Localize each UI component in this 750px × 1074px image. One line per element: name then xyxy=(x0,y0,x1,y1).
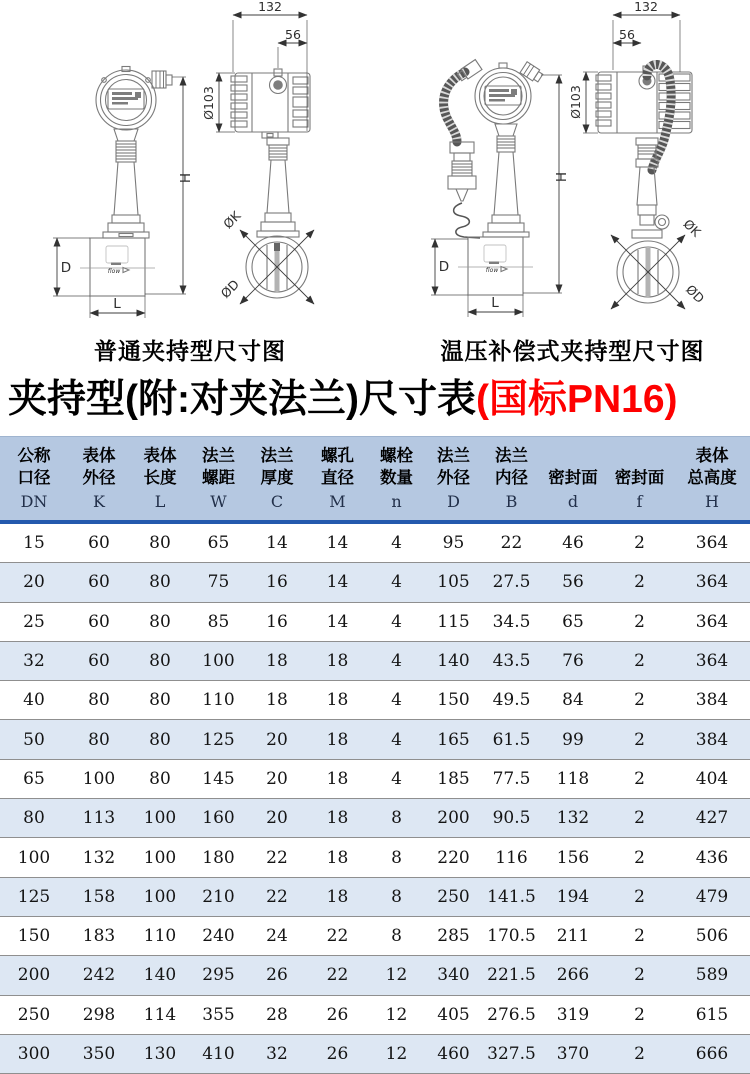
table-cell: 250 xyxy=(425,877,482,916)
table-row xyxy=(0,956,750,995)
table-row xyxy=(0,799,750,838)
table-cell: 384 xyxy=(674,681,750,720)
table-cell: 26 xyxy=(247,956,307,995)
table-cell: 18 xyxy=(247,681,307,720)
table-cell: 220 xyxy=(425,838,482,877)
table-cell: 18 xyxy=(307,759,368,798)
table-cell: 160 xyxy=(190,799,247,838)
table-cell: 50 xyxy=(0,720,68,759)
table-cell: 2 xyxy=(605,563,674,602)
table-cell: 125 xyxy=(190,720,247,759)
table-cell: 2 xyxy=(605,641,674,680)
table-cell: 4 xyxy=(391,533,402,554)
table-cell: 22 xyxy=(247,838,307,877)
table-cell: 200 xyxy=(0,956,68,995)
front-dimensions xyxy=(53,77,194,318)
table-row xyxy=(0,681,750,720)
dim-label-d: D xyxy=(60,260,72,276)
table-row xyxy=(0,641,750,680)
table-cell: 8 xyxy=(368,799,425,838)
front-dimensions xyxy=(431,75,570,317)
table-cell: 80 xyxy=(130,681,190,720)
table-cell: 105 xyxy=(425,563,482,602)
header-cell: 法兰 螺距 W xyxy=(190,437,247,523)
table-cell: 65 xyxy=(541,602,605,641)
table-cell: 60 xyxy=(68,641,130,680)
table-cell: 436 xyxy=(674,838,750,877)
table-cell: 615 xyxy=(674,995,750,1034)
table-cell: 18 xyxy=(307,877,368,916)
table-cell: 2 xyxy=(605,720,674,759)
ribbed-neck xyxy=(497,136,515,152)
spec-table xyxy=(0,436,750,1074)
table-cell: 140 xyxy=(425,641,482,680)
dim-label-l: L xyxy=(491,295,499,311)
table-cell: 666 xyxy=(674,1034,750,1073)
table-cell: 22 xyxy=(500,533,523,554)
table-cell: 80 xyxy=(0,799,68,838)
table-cell: 65 xyxy=(0,759,68,798)
table-cell: 80 xyxy=(130,641,190,680)
dim-label-d: D xyxy=(438,259,450,275)
table-cell: 76 xyxy=(541,641,605,680)
header-cell: 密封面 f xyxy=(605,437,674,523)
table-cell: 350 xyxy=(68,1034,130,1073)
header-cell: 公称 口径 DN xyxy=(0,437,68,523)
table-cell: 2 xyxy=(605,956,674,995)
figure-compensated-clamp xyxy=(395,0,750,366)
table-cell: 20 xyxy=(247,720,307,759)
table-cell: 114 xyxy=(130,995,190,1034)
dim-label-k: ØK xyxy=(220,208,244,232)
table-cell: 4 xyxy=(368,681,425,720)
table-cell: 8 xyxy=(368,838,425,877)
table-cell: 141.5 xyxy=(482,877,541,916)
table-cell: 145 xyxy=(190,759,247,798)
table-cell: 113 xyxy=(68,799,130,838)
table-cell: 80 xyxy=(68,681,130,720)
table-cell: 22 xyxy=(247,877,307,916)
table-cell: 2 xyxy=(605,1034,674,1073)
table-cell: 100 xyxy=(130,799,190,838)
table-cell: 250 xyxy=(0,995,68,1034)
table-cell: 364 xyxy=(674,563,750,602)
table-row xyxy=(0,759,750,798)
flow-label: flow xyxy=(107,268,121,275)
caption-ordinary-clamp: 普通夹持型尺寸图 xyxy=(94,338,286,364)
table-cell: 18 xyxy=(307,641,368,680)
table-cell: 28 xyxy=(247,995,307,1034)
header-cell: 法兰 外径 D xyxy=(425,437,482,523)
table-cell: 99 xyxy=(541,720,605,759)
table-cell: 14 xyxy=(326,533,349,554)
table-cell: 506 xyxy=(674,916,750,955)
table-cell: 34.5 xyxy=(482,602,541,641)
table-cell: 242 xyxy=(68,956,130,995)
table-cell: 18 xyxy=(307,720,368,759)
table-cell: 18 xyxy=(307,681,368,720)
table-cell: 56 xyxy=(541,563,605,602)
header-cell: 螺栓 数量 n xyxy=(368,437,425,523)
table-cell: 405 xyxy=(425,995,482,1034)
table-cell: 410 xyxy=(190,1034,247,1073)
table-cell: 130 xyxy=(130,1034,190,1073)
table-cell: 60 xyxy=(88,533,110,554)
side-dimensions xyxy=(201,0,314,304)
table-cell: 25 xyxy=(0,602,68,641)
table-cell: 100 xyxy=(0,838,68,877)
table-row xyxy=(0,838,750,877)
meter-body xyxy=(90,238,145,296)
table-cell: 43.5 xyxy=(482,641,541,680)
table-row xyxy=(0,522,750,563)
table-cell: 61.5 xyxy=(482,720,541,759)
table-cell: 116 xyxy=(482,838,541,877)
header-cell: 表体 总高度 H xyxy=(674,437,750,523)
side-view xyxy=(596,64,692,303)
table-cell: 110 xyxy=(130,916,190,955)
table-cell: 27.5 xyxy=(482,563,541,602)
table-cell: 2 xyxy=(605,602,674,641)
dim-label-dia103: Ø103 xyxy=(201,86,216,120)
table-cell: 150 xyxy=(425,681,482,720)
table-cell: 75 xyxy=(190,563,247,602)
table-cell: 2 xyxy=(605,877,674,916)
table-cell: 26 xyxy=(307,995,368,1034)
table-cell: 32 xyxy=(0,641,68,680)
table-cell: 364 xyxy=(674,641,750,680)
table-cell: 185 xyxy=(425,759,482,798)
table-cell: 4 xyxy=(368,563,425,602)
table-row xyxy=(0,720,750,759)
table-cell: 12 xyxy=(368,956,425,995)
header-row xyxy=(0,437,750,523)
dim-label-56: 56 xyxy=(619,27,635,42)
dim-label-dd: ØD xyxy=(217,276,243,302)
table-cell: 20 xyxy=(0,563,68,602)
table-cell: 32 xyxy=(247,1034,307,1073)
table-cell: 26 xyxy=(307,1034,368,1073)
table-row xyxy=(0,563,750,602)
table-cell: 80 xyxy=(130,759,190,798)
table-cell: 327.5 xyxy=(482,1034,541,1073)
table-cell: 210 xyxy=(190,877,247,916)
table-cell: 2 xyxy=(634,533,645,554)
table-cell: 16 xyxy=(247,602,307,641)
figure-ordinary-clamp xyxy=(0,0,380,366)
table-cell: 80 xyxy=(130,563,190,602)
table-cell: 8 xyxy=(368,877,425,916)
table-cell: 194 xyxy=(541,877,605,916)
page-title-main: 夹持型(附:对夹法兰)尺寸表 xyxy=(8,378,476,421)
table-cell: 298 xyxy=(68,995,130,1034)
header-cell: 表体 长度 L xyxy=(130,437,190,523)
table-row xyxy=(0,995,750,1034)
table-cell: 427 xyxy=(674,799,750,838)
table-cell: 460 xyxy=(425,1034,482,1073)
table-cell: 90.5 xyxy=(482,799,541,838)
table-cell: 18 xyxy=(307,799,368,838)
table-cell: 80 xyxy=(149,533,171,554)
table-cell: 110 xyxy=(190,681,247,720)
table-cell: 221.5 xyxy=(482,956,541,995)
table-cell: 80 xyxy=(130,602,190,641)
table-cell: 18 xyxy=(247,641,307,680)
table-cell: 20 xyxy=(247,799,307,838)
table-cell: 140 xyxy=(130,956,190,995)
dim-label-h: H xyxy=(178,172,194,184)
table-cell: 132 xyxy=(541,799,605,838)
table-cell: 183 xyxy=(68,916,130,955)
dim-label-k: ØK xyxy=(680,216,704,240)
table-cell: 14 xyxy=(307,563,368,602)
table-cell: 100 xyxy=(68,759,130,798)
table-cell: 12 xyxy=(368,1034,425,1073)
probe-ribbed xyxy=(452,161,472,176)
table-cell: 165 xyxy=(425,720,482,759)
table-cell: 285 xyxy=(425,916,482,955)
table-cell: 100 xyxy=(130,877,190,916)
header-cell: 螺孔 直径 M xyxy=(307,437,368,523)
table-cell: 4 xyxy=(368,720,425,759)
flow-label: flow xyxy=(485,267,499,274)
table-cell: 589 xyxy=(674,956,750,995)
meter-body xyxy=(468,237,523,295)
table-cell: 319 xyxy=(541,995,605,1034)
table-row xyxy=(0,1034,750,1073)
technical-drawing-compensated xyxy=(395,0,750,332)
table-cell: 80 xyxy=(68,720,130,759)
table-cell: 4 xyxy=(368,759,425,798)
table-cell: 180 xyxy=(190,838,247,877)
table-cell: 65 xyxy=(207,533,230,554)
table-cell: 60 xyxy=(68,563,130,602)
table-cell: 404 xyxy=(674,759,750,798)
side-view xyxy=(231,69,310,298)
dim-label-56: 56 xyxy=(285,27,301,42)
table-cell: 2 xyxy=(605,838,674,877)
table-cell: 100 xyxy=(130,838,190,877)
table-cell: 2 xyxy=(605,995,674,1034)
table-cell: 150 xyxy=(0,916,68,955)
table-cell: 49.5 xyxy=(482,681,541,720)
table-cell: 46 xyxy=(562,533,584,554)
header-cell: 法兰 内径 B xyxy=(482,437,541,523)
table-cell: 158 xyxy=(68,877,130,916)
lifting-ring xyxy=(655,215,669,229)
table-cell: 364 xyxy=(674,602,750,641)
table-cell: 14 xyxy=(307,602,368,641)
table-cell: 16 xyxy=(247,563,307,602)
table-cell: 20 xyxy=(247,759,307,798)
front-view xyxy=(444,60,544,295)
page-title xyxy=(8,368,678,424)
table-cell: 370 xyxy=(541,1034,605,1073)
table-cell: 200 xyxy=(425,799,482,838)
table-cell: 22 xyxy=(307,916,368,955)
table-cell: 22 xyxy=(307,956,368,995)
table-cell: 211 xyxy=(541,916,605,955)
table-cell: 95 xyxy=(442,533,465,554)
table-cell: 384 xyxy=(674,720,750,759)
table-cell: 479 xyxy=(674,877,750,916)
dim-label-132: 132 xyxy=(258,0,282,14)
dim-label-132: 132 xyxy=(634,0,658,14)
table-cell: 12 xyxy=(368,995,425,1034)
cable-entry-connector xyxy=(520,62,544,84)
dim-label-h: H xyxy=(554,171,570,183)
dim-label-dd: ØD xyxy=(682,281,708,307)
header-cell: 法兰 厚度 C xyxy=(247,437,307,523)
table-cell: 266 xyxy=(541,956,605,995)
table-cell: 125 xyxy=(0,877,68,916)
table-cell: 80 xyxy=(130,720,190,759)
table-cell: 300 xyxy=(0,1034,68,1073)
table-row xyxy=(0,602,750,641)
table-cell: 85 xyxy=(190,602,247,641)
table-cell: 276.5 xyxy=(482,995,541,1034)
dim-label-l: L xyxy=(113,296,121,312)
table-row xyxy=(0,916,750,955)
table-row xyxy=(0,877,750,916)
table-cell: 18 xyxy=(307,838,368,877)
capillary-coil xyxy=(454,203,480,238)
table-cell: 118 xyxy=(541,759,605,798)
table-cell: 84 xyxy=(541,681,605,720)
table-cell: 15 xyxy=(23,533,45,554)
table-cell: 115 xyxy=(425,602,482,641)
table-cell: 355 xyxy=(190,995,247,1034)
table-cell: 8 xyxy=(368,916,425,955)
table-cell: 2 xyxy=(605,681,674,720)
caption-compensated-clamp: 温压补偿式夹持型尺寸图 xyxy=(440,338,705,364)
table-cell: 4 xyxy=(368,641,425,680)
table-cell: 170.5 xyxy=(482,916,541,955)
side-ribbed-neck xyxy=(269,145,287,160)
table-cell: 240 xyxy=(190,916,247,955)
table-cell: 295 xyxy=(190,956,247,995)
table-cell: 4 xyxy=(368,602,425,641)
table-cell: 2 xyxy=(605,799,674,838)
table-cell: 132 xyxy=(68,838,130,877)
technical-drawing-ordinary xyxy=(0,0,380,332)
table-cell: 60 xyxy=(68,602,130,641)
table-cell: 40 xyxy=(0,681,68,720)
table-cell: 24 xyxy=(247,916,307,955)
ribbed-neck xyxy=(116,141,136,162)
front-view xyxy=(80,67,172,297)
header-cell: 密封面 d xyxy=(541,437,605,523)
table-cell: 14 xyxy=(266,533,288,554)
table-cell: 156 xyxy=(541,838,605,877)
table-cell: 2 xyxy=(605,916,674,955)
table-cell: 364 xyxy=(695,533,729,554)
dim-label-dia103: Ø103 xyxy=(568,85,583,119)
header-cell: 表体 外径 K xyxy=(68,437,130,523)
page-title-standard: (国标PN16) xyxy=(475,378,678,421)
table-cell: 77.5 xyxy=(482,759,541,798)
table-cell: 2 xyxy=(605,759,674,798)
cable-entry-connector xyxy=(152,71,172,88)
table-cell: 100 xyxy=(190,641,247,680)
table-cell: 340 xyxy=(425,956,482,995)
